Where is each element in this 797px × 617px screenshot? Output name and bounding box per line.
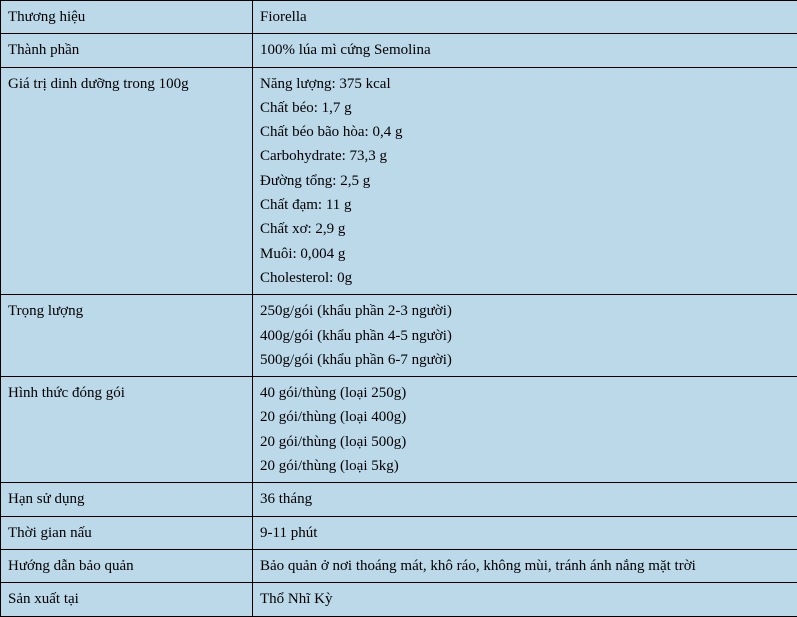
row-label-packaging: Hình thức đóng gói [1, 377, 253, 483]
row-value-packaging [253, 377, 797, 483]
table-body [1, 1, 797, 617]
row-label-storage: Hướng dẫn bảo quản [1, 549, 253, 582]
value-line: Thổ Nhĩ Kỳ [260, 587, 797, 611]
row-value-storage [253, 549, 797, 582]
value-line: Carbohydrate: 73,3 g [260, 144, 797, 168]
value-line: 20 gói/thùng (loại 500g) [260, 430, 797, 454]
table-row [1, 1, 797, 34]
row-value-brand [253, 1, 797, 34]
table-row [1, 377, 797, 483]
value-line: 250g/gói (khẩu phần 2-3 người) [260, 299, 797, 323]
value-line: 100% lúa mì cứng Semolina [260, 38, 797, 62]
row-value-cooking-time [253, 516, 797, 549]
table-row [1, 67, 797, 295]
table-row [1, 34, 797, 67]
row-value-expiry [253, 483, 797, 516]
table-row [1, 483, 797, 516]
value-line: Năng lượng: 375 kcal [260, 72, 797, 96]
value-line: Bảo quản ở nơi thoáng mát, khô ráo, không mùi, tránh ánh nắng mặt trời [260, 554, 797, 578]
value-line: Muôi: 0,004 g [260, 242, 797, 266]
value-line: Chất béo: 1,7 g [260, 96, 797, 120]
value-line: Đường tổng: 2,5 g [260, 169, 797, 193]
value-line: Chất đạm: 11 g [260, 193, 797, 217]
row-label-cooking-time: Thời gian nấu [1, 516, 253, 549]
value-line: 20 gói/thùng (loại 5kg) [260, 454, 797, 478]
row-label-origin: Sản xuất tại [1, 583, 253, 616]
table-row [1, 583, 797, 616]
value-line: 400g/gói (khẩu phần 4-5 người) [260, 324, 797, 348]
value-line: 40 gói/thùng (loại 250g) [260, 381, 797, 405]
row-label-brand: Thương hiệu [1, 1, 253, 34]
row-label-weight: Trọng lượng [1, 295, 253, 377]
row-label-ingredients: Thành phần [1, 34, 253, 67]
value-line: Cholesterol: 0g [260, 266, 797, 290]
value-line: Chất béo bão hòa: 0,4 g [260, 120, 797, 144]
table-row [1, 516, 797, 549]
value-line: Chất xơ: 2,9 g [260, 217, 797, 241]
table-row [1, 549, 797, 582]
value-line: 36 tháng [260, 487, 797, 511]
row-label-nutrition: Giá trị dinh dưỡng trong 100g [1, 67, 253, 295]
row-value-weight [253, 295, 797, 377]
value-line: 500g/gói (khẩu phần 6-7 người) [260, 348, 797, 372]
value-line: 20 gói/thùng (loại 400g) [260, 405, 797, 429]
row-value-origin [253, 583, 797, 616]
value-line: 9-11 phút [260, 521, 797, 545]
row-value-nutrition [253, 67, 797, 295]
value-line: Fiorella [260, 5, 797, 29]
table-row [1, 295, 797, 377]
row-value-ingredients [253, 34, 797, 67]
row-label-expiry: Hạn sử dụng [1, 483, 253, 516]
